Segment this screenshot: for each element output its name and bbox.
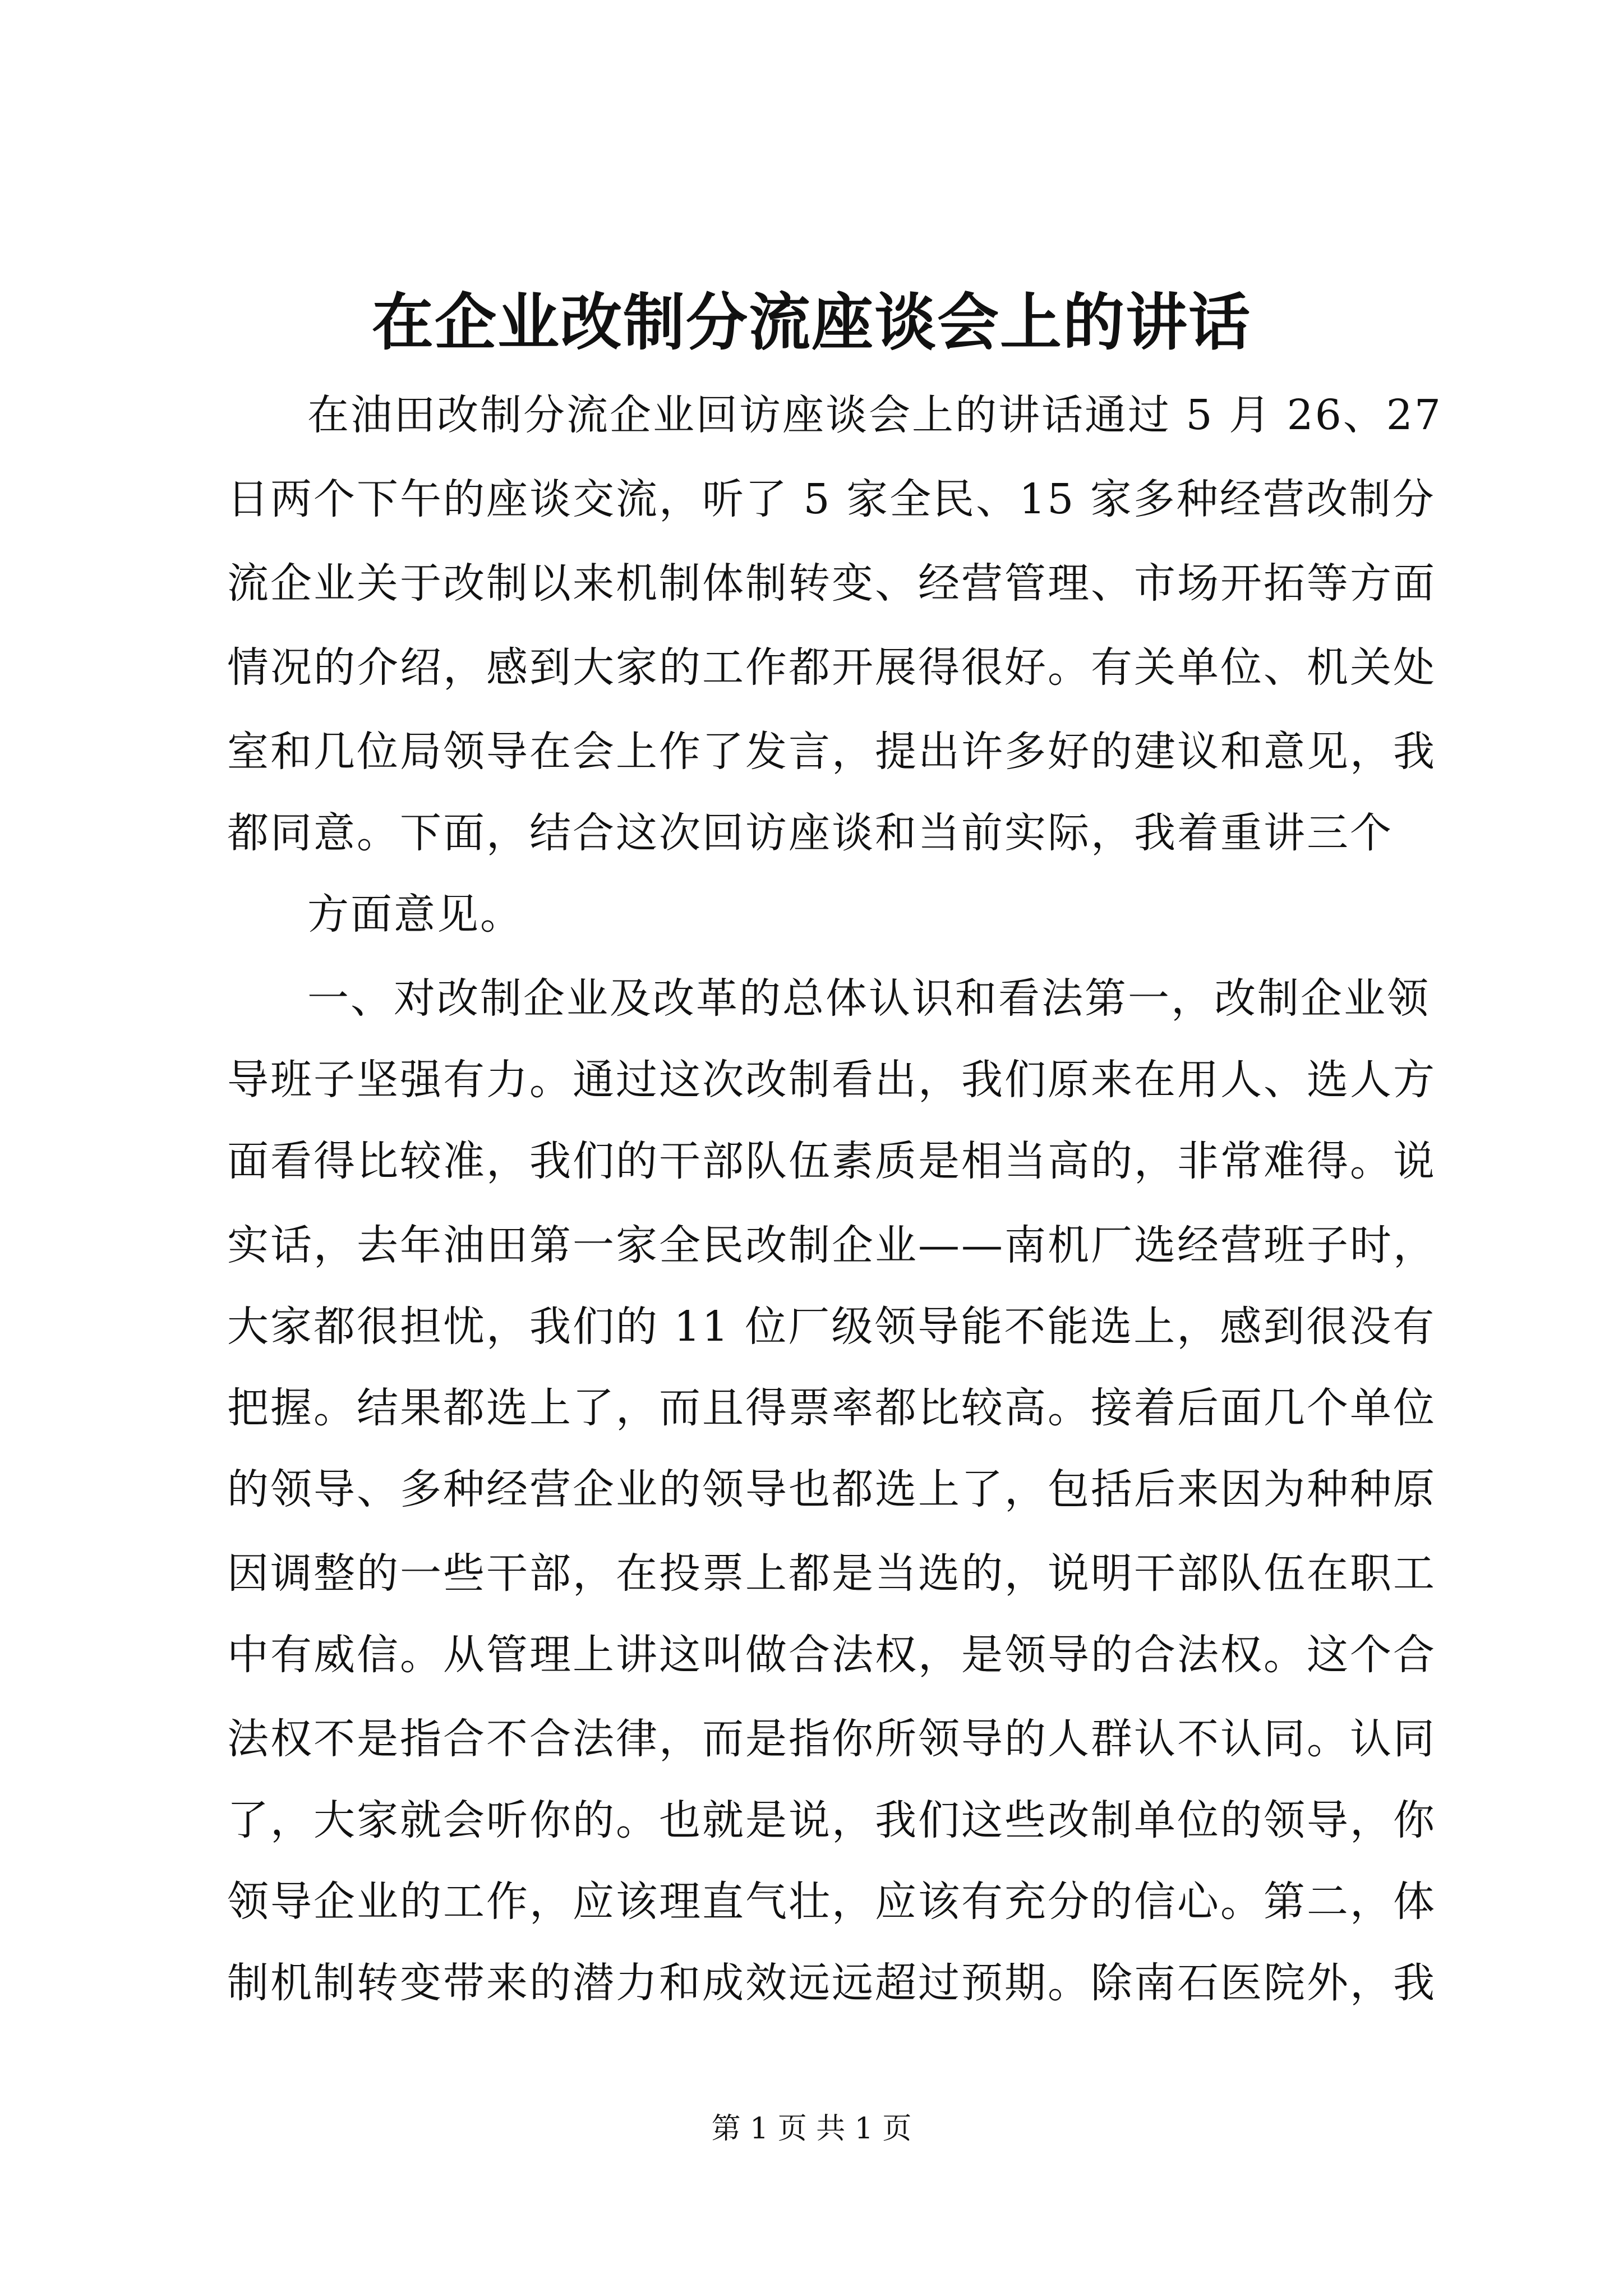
body-line: 了，大家就会听你的。也就是说，我们这些改制单位的领导，你 — [227, 1796, 1436, 1844]
body-line: 领导企业的工作，应该理直气壮，应该有充分的信心。第二，体 — [227, 1878, 1436, 1926]
body-line: 法权不是指合不合法律，而是指你所领导的人群认不认同。认同 — [227, 1715, 1436, 1763]
body-line: 面看得比较准，我们的干部队伍素质是相当高的，非常难得。说 — [227, 1137, 1436, 1185]
body-line: 一、对改制企业及改革的总体认识和看法第一，改制企业领 — [307, 974, 1430, 1023]
body-line: 制机制转变带来的潜力和成效远远超过预期。除南石医院外，我 — [227, 1959, 1436, 2007]
document-title: 在企业改制分流座谈会上的讲话 — [372, 286, 1251, 358]
body-line: 导班子坚强有力。通过这次改制看出，我们原来在用人、选人方 — [227, 1056, 1436, 1104]
body-line: 因调整的一些干部，在投票上都是当选的，说明干部队伍在职工 — [227, 1549, 1436, 1598]
body-line: 大家都很担忧，我们的 11 位厂级领导能不能选上，感到很没有 — [227, 1303, 1436, 1351]
body-line: 都同意。下面，结合这次回访座谈和当前实际，我着重讲三个 — [227, 809, 1393, 857]
body-line: 把握。结果都选上了，而且得票率都比较高。接着后面几个单位 — [227, 1384, 1436, 1432]
body-line: 情况的介绍，感到大家的工作都开展得很好。有关单位、机关处 — [227, 643, 1436, 692]
body-line: 的领导、多种经营企业的领导也都选上了，包括后来因为种种原 — [227, 1465, 1436, 1513]
body-line: 实话，去年油田第一家全民改制企业——南机厂选经营班子时， — [227, 1221, 1436, 1269]
body-line: 流企业关于改制以来机制体制转变、经营管理、市场开拓等方面 — [227, 559, 1436, 608]
body-line: 室和几位局领导在会上作了发言，提出许多好的建议和意见，我 — [227, 728, 1436, 776]
page-footer: 第 1 页 共 1 页 — [711, 2112, 912, 2146]
body-line: 方面意见。 — [307, 890, 523, 938]
body-line: 日两个下午的座谈交流，听了 5 家全民、15 家多种经营改制分 — [227, 475, 1436, 523]
body-line: 在油田改制分流企业回访座谈会上的讲话通过 5 月 26、27 — [307, 391, 1442, 439]
body-line: 中有威信。从管理上讲这叫做合法权，是领导的合法权。这个合 — [227, 1631, 1436, 1679]
